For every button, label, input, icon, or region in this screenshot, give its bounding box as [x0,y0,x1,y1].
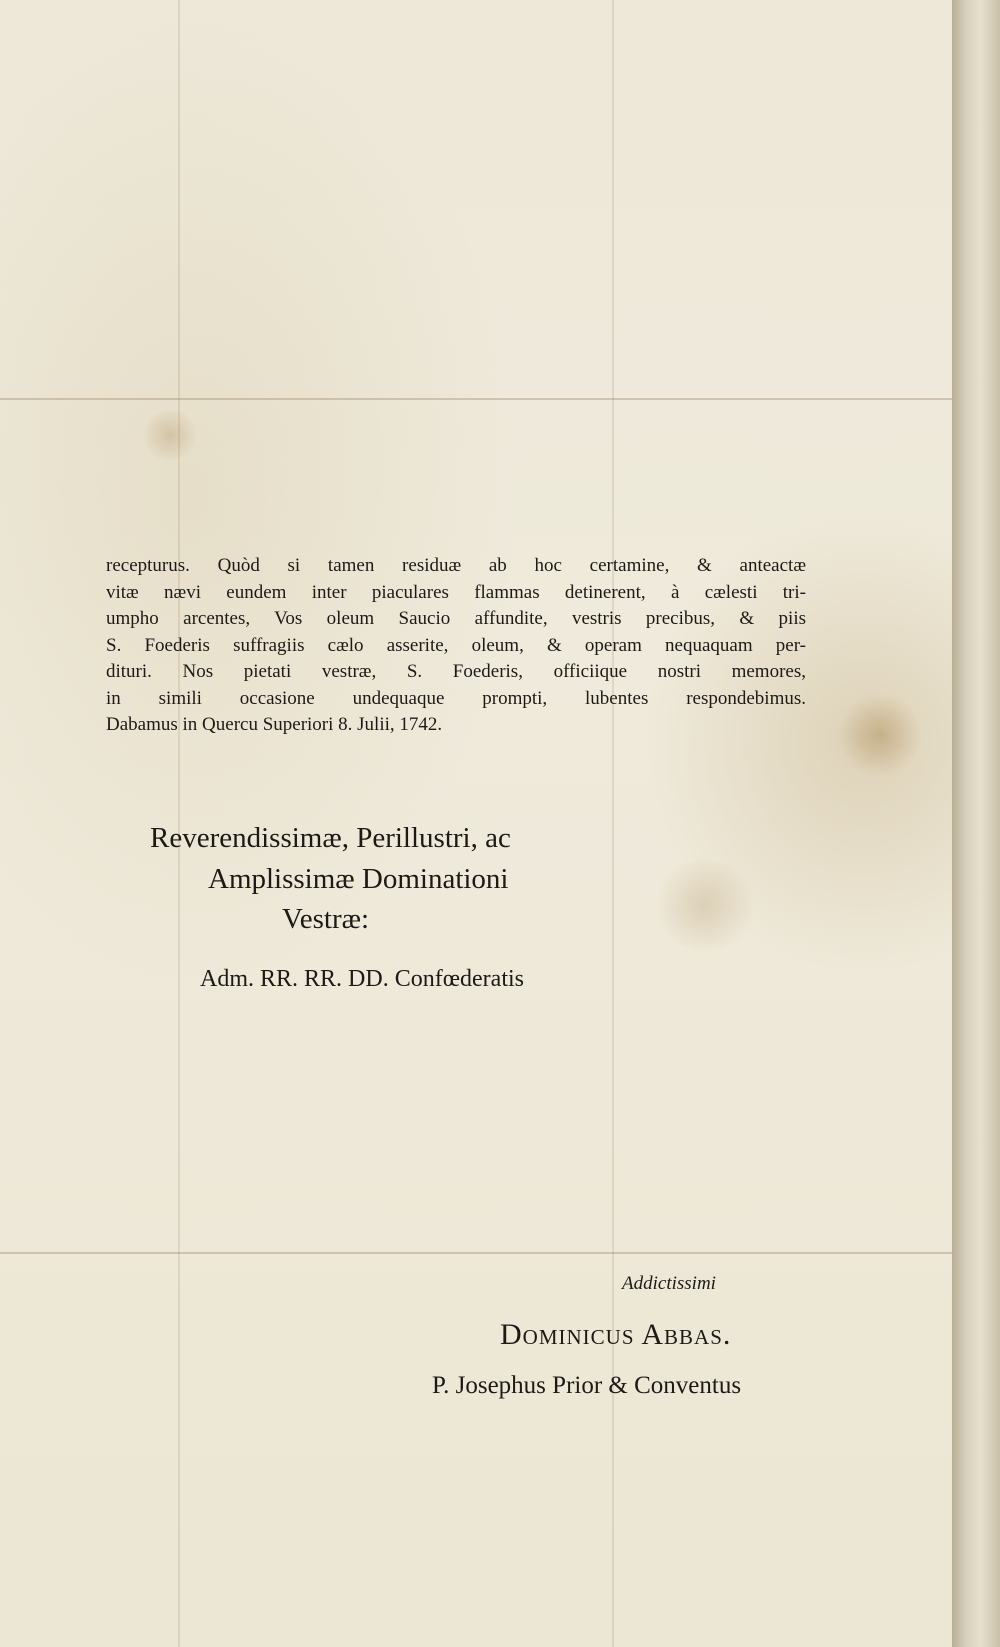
closing-addictissimi: Addictissimi [622,1273,716,1294]
body-line: vitæ nævi eundem inter piaculares flammas detinerent, à cælesti tri- [106,581,806,603]
stain [650,860,760,950]
page-edge [952,0,1000,1647]
body-line: umpho arcentes, Vos oleum Saucio affundite, vestris precibus, & piis [106,608,806,629]
signatory-abbas: Dominicus Abbas. [500,1318,732,1351]
body-line: in simili occasione undequaque prompti, lubentes respondebimus. [106,687,806,709]
fold-line [0,1252,960,1254]
stain [140,410,200,460]
addressee: Adm. RR. RR. DD. Confœderatis [200,966,524,992]
salutation-line: Vestræ: [282,903,369,935]
salutation-line: Reverendissimæ, Perillustri, ac [150,822,511,854]
body-line: Dabamus in Quercu Superiori 8. Julii, 1742. [106,714,443,735]
signatory-prior: P. Josephus Prior & Conventus [432,1372,742,1399]
salutation-line: Amplissimæ Dominationi [208,863,509,895]
fold-line [0,398,960,400]
body-line: recepturus. Quòd si tamen residuæ ab hoc certamine, & anteactæ [106,555,806,576]
stain [840,690,920,780]
body-line: S. Foederis suffragiis cælo asserite, oleum, & operam nequaquam per- [106,634,806,656]
letter-body [106,553,806,739]
body-line: dituri. Nos pietati vestræ, S. Foederis, officiique nostri memores, [106,661,806,682]
